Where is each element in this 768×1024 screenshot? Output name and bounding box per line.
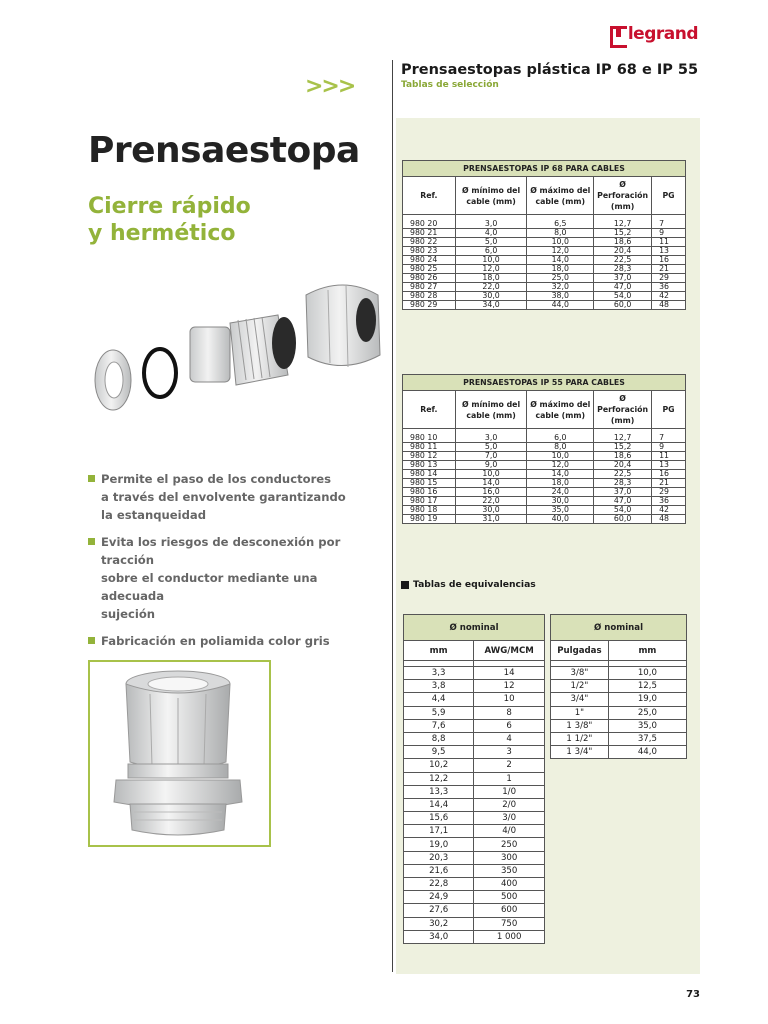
table-row bbox=[551, 732, 687, 745]
table-cell: 2 bbox=[474, 759, 545, 772]
table-cell: 500 bbox=[474, 891, 545, 904]
table-cell: 1/2" bbox=[551, 680, 609, 693]
awg-caption: Ø nominal bbox=[404, 615, 545, 641]
ip55-table bbox=[402, 374, 686, 524]
feature-line: Permite el paso de los conductores bbox=[101, 472, 332, 486]
col-min-diameter: Ø mínimo del cable (mm) bbox=[455, 177, 527, 215]
table-cell: 980 22 bbox=[403, 237, 456, 246]
table-row bbox=[403, 514, 686, 523]
col-perforation: Ø Perforación (mm) bbox=[594, 177, 652, 215]
table-cell: 1 3/8" bbox=[551, 719, 609, 732]
table-cell: 2/0 bbox=[474, 798, 545, 811]
table-cell: 980 25 bbox=[403, 264, 456, 273]
page-title: Prensaestopa bbox=[88, 130, 360, 171]
table-cell: 32,0 bbox=[527, 282, 594, 291]
subtitle-line-2: y hermético bbox=[88, 221, 236, 246]
table-cell: 30,2 bbox=[404, 917, 474, 930]
table-cell: 30,0 bbox=[527, 496, 594, 505]
table-cell: 300 bbox=[474, 851, 545, 864]
col-mm: mm bbox=[404, 641, 474, 661]
table-cell: 8,0 bbox=[527, 228, 594, 237]
table-cell: 11 bbox=[652, 451, 686, 460]
col-pg: PG bbox=[652, 391, 686, 429]
table-cell: 350 bbox=[474, 864, 545, 877]
col-ref: Ref. bbox=[403, 391, 456, 429]
table-row bbox=[403, 496, 686, 505]
table-row bbox=[403, 460, 686, 469]
table-cell: 1" bbox=[551, 706, 609, 719]
table-cell: 1 bbox=[474, 772, 545, 785]
table-cell: 980 18 bbox=[403, 505, 456, 514]
table-cell: 980 12 bbox=[403, 451, 456, 460]
col-ref: Ref. bbox=[403, 177, 456, 215]
table-cell: 1/0 bbox=[474, 785, 545, 798]
table-cell: 10,0 bbox=[455, 469, 527, 478]
table-cell: 30,0 bbox=[455, 291, 527, 300]
table-row bbox=[404, 930, 545, 943]
table-row bbox=[551, 719, 687, 732]
table-cell: 54,0 bbox=[594, 505, 652, 514]
table-cell: 29 bbox=[652, 487, 686, 496]
legrand-mark-icon bbox=[610, 26, 624, 42]
table-cell: 980 29 bbox=[403, 300, 456, 309]
table-row bbox=[403, 487, 686, 496]
section-subtitle: Tablas de selección bbox=[401, 80, 499, 90]
table-cell: 6,5 bbox=[527, 220, 594, 229]
table-cell: 22,5 bbox=[594, 469, 652, 478]
product-photo-frame bbox=[88, 660, 271, 847]
table-cell: 4/0 bbox=[474, 825, 545, 838]
table-cell: 17,1 bbox=[404, 825, 474, 838]
exploded-gland-illustration bbox=[88, 275, 388, 425]
feature-line: sujeción bbox=[101, 607, 156, 621]
table-cell: 10 bbox=[474, 693, 545, 706]
table-cell: 25,0 bbox=[608, 706, 686, 719]
table-row bbox=[551, 746, 687, 759]
vertical-divider bbox=[392, 60, 393, 972]
table-row bbox=[551, 693, 687, 706]
table-cell: 37,0 bbox=[594, 273, 652, 282]
table-cell: 35,0 bbox=[527, 505, 594, 514]
table-cell: 60,0 bbox=[594, 514, 652, 523]
table-cell: 20,3 bbox=[404, 851, 474, 864]
table-cell: 14,0 bbox=[527, 469, 594, 478]
table-cell: 400 bbox=[474, 878, 545, 891]
table-cell: 54,0 bbox=[594, 291, 652, 300]
page-subtitle bbox=[88, 193, 251, 247]
table-row bbox=[404, 864, 545, 877]
table-cell: 12,0 bbox=[527, 460, 594, 469]
table-cell: 750 bbox=[474, 917, 545, 930]
table-cell: 7,0 bbox=[455, 451, 527, 460]
table-cell: 3,0 bbox=[455, 434, 527, 443]
table-cell: 16 bbox=[652, 255, 686, 264]
table-row bbox=[404, 693, 545, 706]
chevrons-decoration: >>> bbox=[305, 74, 355, 99]
table-cell: 14,4 bbox=[404, 798, 474, 811]
table-cell: 4,4 bbox=[404, 693, 474, 706]
ip68-table bbox=[402, 160, 686, 310]
table-cell: 980 23 bbox=[403, 246, 456, 255]
table-cell: 980 17 bbox=[403, 496, 456, 505]
cap-nut-icon bbox=[306, 285, 380, 367]
table-row bbox=[403, 434, 686, 443]
table-row bbox=[551, 680, 687, 693]
table-cell: 980 19 bbox=[403, 514, 456, 523]
feature-item bbox=[88, 632, 378, 650]
table-row bbox=[551, 706, 687, 719]
table-row bbox=[403, 505, 686, 514]
table-cell: 980 20 bbox=[403, 220, 456, 229]
table-cell: 980 11 bbox=[403, 442, 456, 451]
legrand-wordmark: legrand bbox=[627, 24, 698, 44]
table-cell: 19,0 bbox=[404, 838, 474, 851]
table-row bbox=[403, 246, 686, 255]
table-cell: 18,0 bbox=[527, 478, 594, 487]
col-pg: PG bbox=[652, 177, 686, 215]
table-row bbox=[404, 759, 545, 772]
table-cell: 28,3 bbox=[594, 264, 652, 273]
table-cell: 600 bbox=[474, 904, 545, 917]
table-row bbox=[404, 719, 545, 732]
table-cell: 8 bbox=[474, 706, 545, 719]
table-cell: 20,4 bbox=[594, 246, 652, 255]
table-cell: 40,0 bbox=[527, 514, 594, 523]
cable-gland-photo bbox=[90, 662, 269, 845]
table-cell: 19,0 bbox=[608, 693, 686, 706]
table-row bbox=[403, 451, 686, 460]
table-cell: 3/4" bbox=[551, 693, 609, 706]
feature-line: a través del envolvente garantizando bbox=[101, 490, 346, 504]
o-ring-icon bbox=[144, 349, 176, 397]
table-cell: 3/0 bbox=[474, 812, 545, 825]
table-row bbox=[404, 798, 545, 811]
table-cell: 4,0 bbox=[455, 228, 527, 237]
lock-nut-icon bbox=[95, 350, 131, 410]
table-row bbox=[404, 891, 545, 904]
table-cell: 22,0 bbox=[455, 282, 527, 291]
table-cell: 18,6 bbox=[594, 237, 652, 246]
table-cell: 980 13 bbox=[403, 460, 456, 469]
table-cell: 7 bbox=[652, 220, 686, 229]
table-cell: 22,8 bbox=[404, 878, 474, 891]
table-cell: 18,0 bbox=[455, 273, 527, 282]
table-row bbox=[404, 904, 545, 917]
ip68-caption: PRENSAESTOPAS IP 68 PARA CABLES bbox=[403, 161, 686, 177]
table-cell: 47,0 bbox=[594, 282, 652, 291]
table-cell: 8,8 bbox=[404, 732, 474, 745]
feature-line: Evita los riesgos de desconexión por tracción bbox=[101, 535, 341, 567]
table-cell: 12,7 bbox=[594, 220, 652, 229]
table-cell: 10,0 bbox=[455, 255, 527, 264]
table-cell: 13 bbox=[652, 460, 686, 469]
table-cell: 9,0 bbox=[455, 460, 527, 469]
table-cell: 3 bbox=[474, 746, 545, 759]
table-cell: 10,0 bbox=[608, 667, 686, 680]
table-row bbox=[404, 706, 545, 719]
table-cell: 47,0 bbox=[594, 496, 652, 505]
table-row bbox=[403, 469, 686, 478]
col-mm: mm bbox=[608, 641, 686, 661]
table-row bbox=[403, 291, 686, 300]
table-row bbox=[404, 680, 545, 693]
table-cell: 60,0 bbox=[594, 300, 652, 309]
gland-body-icon bbox=[190, 315, 296, 385]
table-cell: 980 28 bbox=[403, 291, 456, 300]
table-cell: 31,0 bbox=[455, 514, 527, 523]
table-row bbox=[404, 732, 545, 745]
table-row bbox=[551, 667, 687, 680]
col-min-diameter: Ø mínimo del cable (mm) bbox=[455, 391, 527, 429]
table-cell: 1 1/2" bbox=[551, 732, 609, 745]
table-cell: 12,0 bbox=[527, 246, 594, 255]
table-cell: 980 27 bbox=[403, 282, 456, 291]
table-row bbox=[404, 746, 545, 759]
table-cell: 15,6 bbox=[404, 812, 474, 825]
table-row bbox=[404, 851, 545, 864]
table-cell: 20,4 bbox=[594, 460, 652, 469]
table-cell: 980 16 bbox=[403, 487, 456, 496]
table-cell: 35,0 bbox=[608, 719, 686, 732]
table-cell: 42 bbox=[652, 291, 686, 300]
table-cell: 6 bbox=[474, 719, 545, 732]
feature-line: la estanqueidad bbox=[101, 508, 207, 522]
col-max-diameter: Ø máximo del cable (mm) bbox=[527, 177, 594, 215]
table-cell: 10,0 bbox=[527, 237, 594, 246]
awg-equivalence-table bbox=[403, 614, 545, 944]
table-cell: 9 bbox=[652, 442, 686, 451]
table-cell: 12,7 bbox=[594, 434, 652, 443]
table-cell: 44,0 bbox=[608, 746, 686, 759]
table-cell: 18,0 bbox=[527, 264, 594, 273]
table-cell: 980 14 bbox=[403, 469, 456, 478]
table-cell: 5,0 bbox=[455, 237, 527, 246]
table-cell: 22,0 bbox=[455, 496, 527, 505]
table-cell: 38,0 bbox=[527, 291, 594, 300]
inch-caption: Ø nominal bbox=[551, 615, 687, 641]
table-cell: 16,0 bbox=[455, 487, 527, 496]
table-cell: 8,0 bbox=[527, 442, 594, 451]
table-row bbox=[404, 917, 545, 930]
table-cell: 7 bbox=[652, 434, 686, 443]
equivalence-heading bbox=[401, 579, 536, 590]
table-cell: 12 bbox=[474, 680, 545, 693]
table-row bbox=[403, 442, 686, 451]
table-cell: 6,0 bbox=[455, 246, 527, 255]
table-cell: 14,0 bbox=[527, 255, 594, 264]
col-perforation: Ø Perforación (mm) bbox=[594, 391, 652, 429]
col-awg: AWG/MCM bbox=[474, 641, 545, 661]
table-cell: 9 bbox=[652, 228, 686, 237]
table-cell: 980 10 bbox=[403, 434, 456, 443]
table-row bbox=[404, 667, 545, 680]
table-cell: 980 24 bbox=[403, 255, 456, 264]
table-cell: 1 3/4" bbox=[551, 746, 609, 759]
table-cell: 9,5 bbox=[404, 746, 474, 759]
feature-line: sobre el conductor mediante una adecuada bbox=[101, 571, 318, 603]
table-row bbox=[403, 478, 686, 487]
table-cell: 48 bbox=[652, 300, 686, 309]
table-cell: 14 bbox=[474, 667, 545, 680]
table-cell: 34,0 bbox=[455, 300, 527, 309]
table-row bbox=[403, 255, 686, 264]
table-cell: 13,3 bbox=[404, 785, 474, 798]
col-inches: Pulgadas bbox=[551, 641, 609, 661]
section-title: Prensaestopas plástica IP 68 e IP 55 bbox=[401, 62, 699, 78]
table-cell: 12,5 bbox=[608, 680, 686, 693]
table-cell: 24,9 bbox=[404, 891, 474, 904]
table-cell: 12,0 bbox=[455, 264, 527, 273]
table-cell: 980 21 bbox=[403, 228, 456, 237]
legrand-logo bbox=[610, 24, 698, 44]
table-cell: 5,0 bbox=[455, 442, 527, 451]
table-cell: 4 bbox=[474, 732, 545, 745]
inch-equivalence-table bbox=[550, 614, 687, 759]
table-cell: 1 000 bbox=[474, 930, 545, 943]
table-row bbox=[403, 282, 686, 291]
table-row bbox=[404, 838, 545, 851]
table-cell: 28,3 bbox=[594, 478, 652, 487]
table-cell: 27,6 bbox=[404, 904, 474, 917]
table-cell: 34,0 bbox=[404, 930, 474, 943]
table-cell: 30,0 bbox=[455, 505, 527, 514]
ip55-caption: PRENSAESTOPAS IP 55 PARA CABLES bbox=[403, 375, 686, 391]
table-row bbox=[404, 785, 545, 798]
col-max-diameter: Ø máximo del cable (mm) bbox=[527, 391, 594, 429]
feature-item bbox=[88, 533, 378, 623]
table-row bbox=[404, 878, 545, 891]
table-cell: 24,0 bbox=[527, 487, 594, 496]
table-cell: 21,6 bbox=[404, 864, 474, 877]
table-cell: 11 bbox=[652, 237, 686, 246]
page-number: 73 bbox=[686, 989, 700, 1000]
table-cell: 25,0 bbox=[527, 273, 594, 282]
table-cell: 10,0 bbox=[527, 451, 594, 460]
table-cell: 14,0 bbox=[455, 478, 527, 487]
table-row bbox=[403, 237, 686, 246]
feature-item bbox=[88, 470, 378, 524]
table-cell: 15,2 bbox=[594, 228, 652, 237]
feature-line: Fabricación en poliamida color gris bbox=[101, 634, 330, 648]
table-cell: 21 bbox=[652, 478, 686, 487]
table-cell: 12,2 bbox=[404, 772, 474, 785]
table-cell: 250 bbox=[474, 838, 545, 851]
table-row bbox=[403, 220, 686, 229]
subtitle-line-1: Cierre rápido bbox=[88, 194, 251, 219]
table-row bbox=[403, 264, 686, 273]
bullet-square-icon bbox=[88, 637, 95, 644]
bullet-square-icon bbox=[88, 475, 95, 482]
table-cell: 42 bbox=[652, 505, 686, 514]
table-cell: 3,8 bbox=[404, 680, 474, 693]
table-cell: 3/8" bbox=[551, 667, 609, 680]
table-cell: 980 26 bbox=[403, 273, 456, 282]
table-cell: 15,2 bbox=[594, 442, 652, 451]
table-cell: 44,0 bbox=[527, 300, 594, 309]
table-cell: 29 bbox=[652, 273, 686, 282]
table-row bbox=[404, 772, 545, 785]
table-cell: 13 bbox=[652, 246, 686, 255]
table-cell: 10,2 bbox=[404, 759, 474, 772]
table-cell: 6,0 bbox=[527, 434, 594, 443]
table-cell: 37,0 bbox=[594, 487, 652, 496]
table-cell: 21 bbox=[652, 264, 686, 273]
table-cell: 5,9 bbox=[404, 706, 474, 719]
table-row bbox=[404, 825, 545, 838]
bullet-square-icon bbox=[88, 538, 95, 545]
table-row bbox=[403, 300, 686, 309]
table-cell: 18,6 bbox=[594, 451, 652, 460]
table-row bbox=[403, 228, 686, 237]
table-cell: 36 bbox=[652, 496, 686, 505]
table-cell: 36 bbox=[652, 282, 686, 291]
table-cell: 48 bbox=[652, 514, 686, 523]
table-cell: 22,5 bbox=[594, 255, 652, 264]
equivalence-heading-text: Tablas de equivalencias bbox=[413, 579, 536, 590]
table-row bbox=[403, 273, 686, 282]
table-row bbox=[404, 812, 545, 825]
table-cell: 37,5 bbox=[608, 732, 686, 745]
table-cell: 16 bbox=[652, 469, 686, 478]
table-cell: 3,0 bbox=[455, 220, 527, 229]
table-cell: 7,6 bbox=[404, 719, 474, 732]
table-cell: 980 15 bbox=[403, 478, 456, 487]
heading-square-icon bbox=[401, 581, 409, 589]
table-cell: 3,3 bbox=[404, 667, 474, 680]
feature-list bbox=[88, 470, 378, 659]
